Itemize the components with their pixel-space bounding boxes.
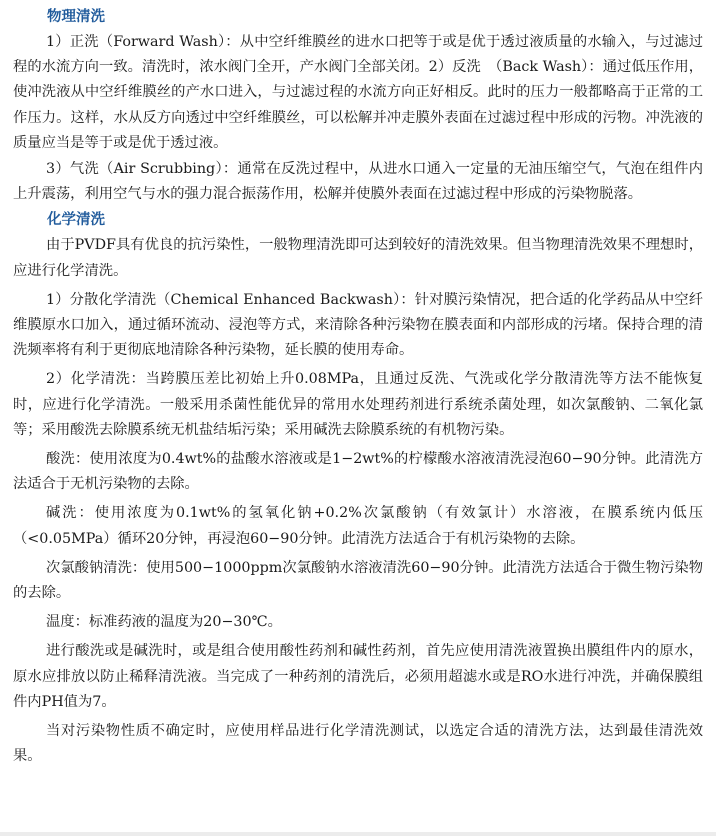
temperature-paragraph: 温度：标准药液的温度为20−30℃。	[46, 614, 282, 631]
chemical-cleaning-paragraph: 2）化学清洗：当跨膜压差比初始上升0.08MPa，且通过反洗、气洗或化学分散清洗等方法不能恢复时，应进行化学清洗。一般采用杀菌性能优异的常用水处理药剂进行系统杀菌处理，如次氯酸钠、二氧化氯等；采用酸洗去除膜系统无机盐结垢污染；采用碱洗去除膜系统的有机物污染。	[13, 371, 703, 438]
uncertain-contaminant-paragraph: 当对污染物性质不确定时，应使用样品进行化学清洗测试，以选定合适的清洗方法，达到最佳清洗效果。	[13, 723, 703, 765]
bottom-divider	[0, 832, 716, 836]
dispersed-chemical-cleaning-paragraph: 1）分散化学清洗（Chemical Enhanced Backwash）：针对膜污染情况，把合适的化学药品从中空纤维膜原水口加入，通过循环流动、浸泡等方式，来清除各种污染物在膜表面和内部形成的污堵。保持合理的清洗频率将有利于更彻底地清除各种污染物，延长膜的使用寿命。	[13, 291, 703, 359]
cleaning-procedure-paragraph: 进行酸洗或是碱洗时，或是组合使用酸性药剂和碱性药剂，首先应使用清洗液置换出膜组件内的原水，原水应排放以防止稀释清洗液。当完成了一种药剂的清洗后，必须用超滤水或是RO水进行冲洗，并确保膜组件内PH值为7。	[13, 643, 703, 710]
forward-backward-wash-paragraph: 1）正洗（Forward Wash）：从中空纤维膜丝的进水口把等于或是优于透过液质量的水输入，与过滤过程的水流方向一致。清洗时，浓水阀门全开，产水阀门全部关闭。2）反洗 （Back Wash）：通过低压作用，使冲洗液从中空纤维膜丝的产水口进入，与过滤过程的水流方向正好相反。此时的压力一般都略高于正常的工作压力。这样，水从反方向透过中空纤维膜丝，可以松解并冲走膜外表面在过滤过程中形成的污物。冲洗液的质量应当是等于或是优于透过液。	[13, 34, 703, 151]
alkali-wash-paragraph: 碱洗：使用浓度为0.1wt%的氢氧化钠+0.2%次氯酸钠（有效氯计）水溶液，在膜系统内低压（<0.05MPa）循环20分钟，再浸泡60−90分钟。此清洗方法适合于有机污染物的去除。	[13, 505, 703, 547]
physical-cleaning-heading: 物理清洗	[47, 9, 105, 25]
hypochlorite-cleaning-paragraph: 次氯酸钠清洗：使用500−1000ppm次氯酸钠水溶液清洗60−90分钟。此清洗方法适合于微生物污染物的去除。	[13, 559, 703, 602]
air-scrubbing-paragraph: 3）气洗（Air Scrubbing）：通常在反洗过程中，从进水口通入一定量的无油压缩空气，气泡在组件内上升震荡，利用空气与水的强力混合振荡作用，松解并使膜外表面在过滤过程中形成的污染物脱落。	[13, 161, 703, 203]
document-body	[13, 5, 703, 773]
chemical-intro-paragraph: 由于PVDF具有优良的抗污染性，一般物理清洗即可达到较好的清洗效果。但当物理清洗效果不理想时，应进行化学清洗。	[13, 237, 703, 279]
acid-wash-paragraph: 酸洗：使用浓度为0.4wt%的盐酸水溶液或是1−2wt%的柠檬酸水溶液清洗浸泡60−90分钟。此清洗方法适合于无机污染物的去除。	[13, 451, 703, 493]
chemical-cleaning-heading: 化学清洗	[47, 212, 105, 229]
